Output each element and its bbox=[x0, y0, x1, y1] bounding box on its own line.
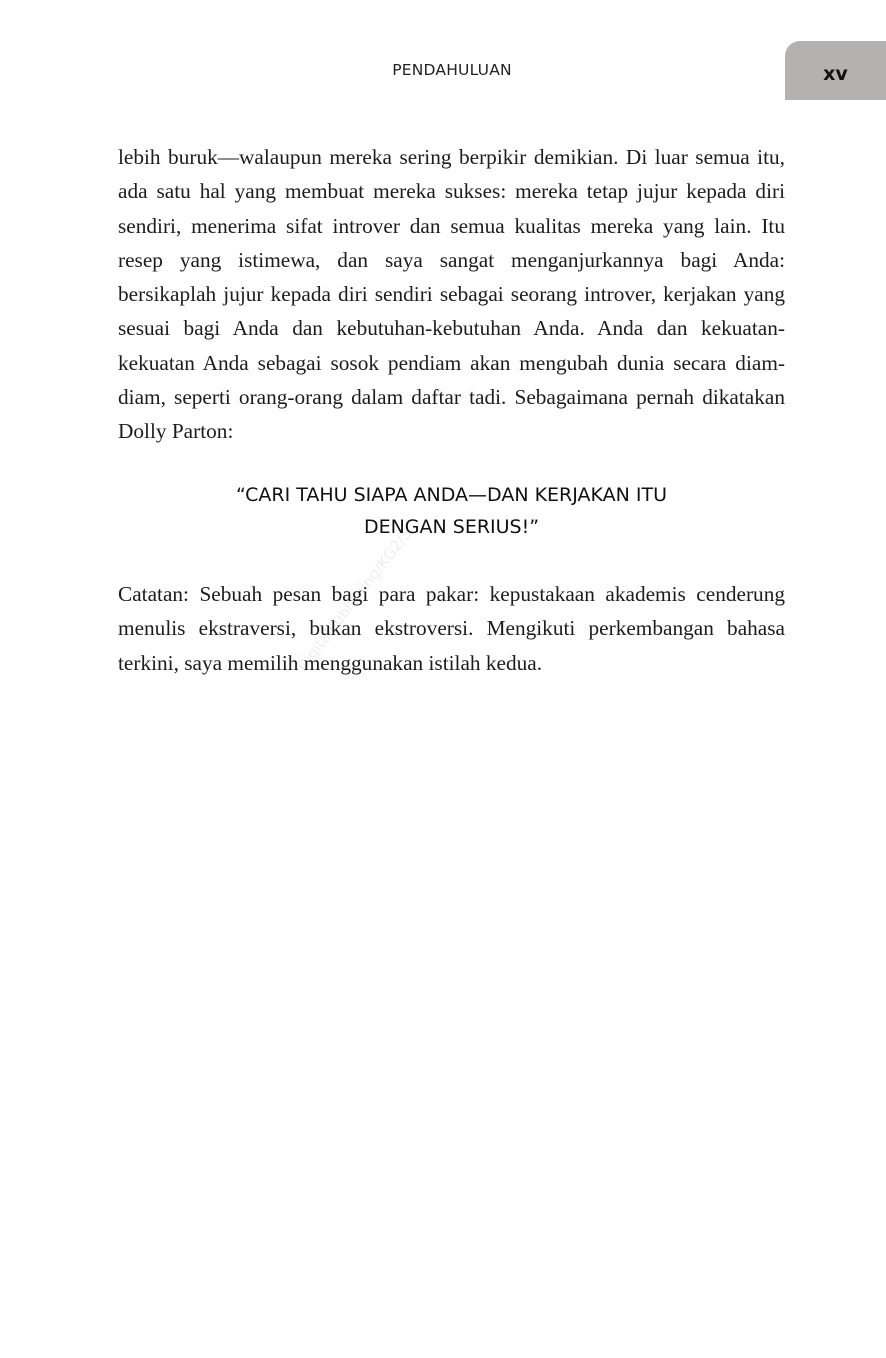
page-number-tab bbox=[785, 41, 886, 100]
pull-quote bbox=[118, 479, 785, 543]
running-head: PENDAHULUAN bbox=[392, 61, 512, 79]
quote-line-2: DENGAN SERIUS!” bbox=[363, 516, 540, 538]
page-number: xv bbox=[823, 62, 848, 85]
watermark: DigitalPublishing/KG2/S bbox=[292, 524, 416, 675]
quote-line-1: “CARI TAHU SIAPA ANDA—DAN KERJAKAN ITU bbox=[235, 484, 668, 506]
note-paragraph: Catatan: Sebuah pesan bagi para pakar: kepustakaan akademis cenderung menulis ekstraversi, bukan ekstroversi. Mengikuti perkembangan bahasa terkini, saya memilih menggunakan istilah kedua. bbox=[118, 582, 785, 675]
body-paragraph-1: lebih buruk—walaupun mereka sering berpikir demikian. Di luar semua itu, ada satu hal yang membuat mereka sukses: mereka tetap jujur kepada diri sendiri, menerima sifat introver dan semua kualitas mereka yang lain. Itu resep yang istimewa, dan saya sangat menganjurkannya bagi Anda: bersikaplah jujur kepada diri sendiri sebagai seorang introver, kerjakan yang sesuai bagi Anda dan kebutuhan-kebutuhan Anda. Anda dan kekuatan-kekuatan Anda sebagai sosok pendiam akan mengubah dunia secara diam-diam, seperti orang-orang dalam daftar tadi. Sebagaimana pernah dikatakan Dolly Parton: bbox=[118, 145, 785, 444]
